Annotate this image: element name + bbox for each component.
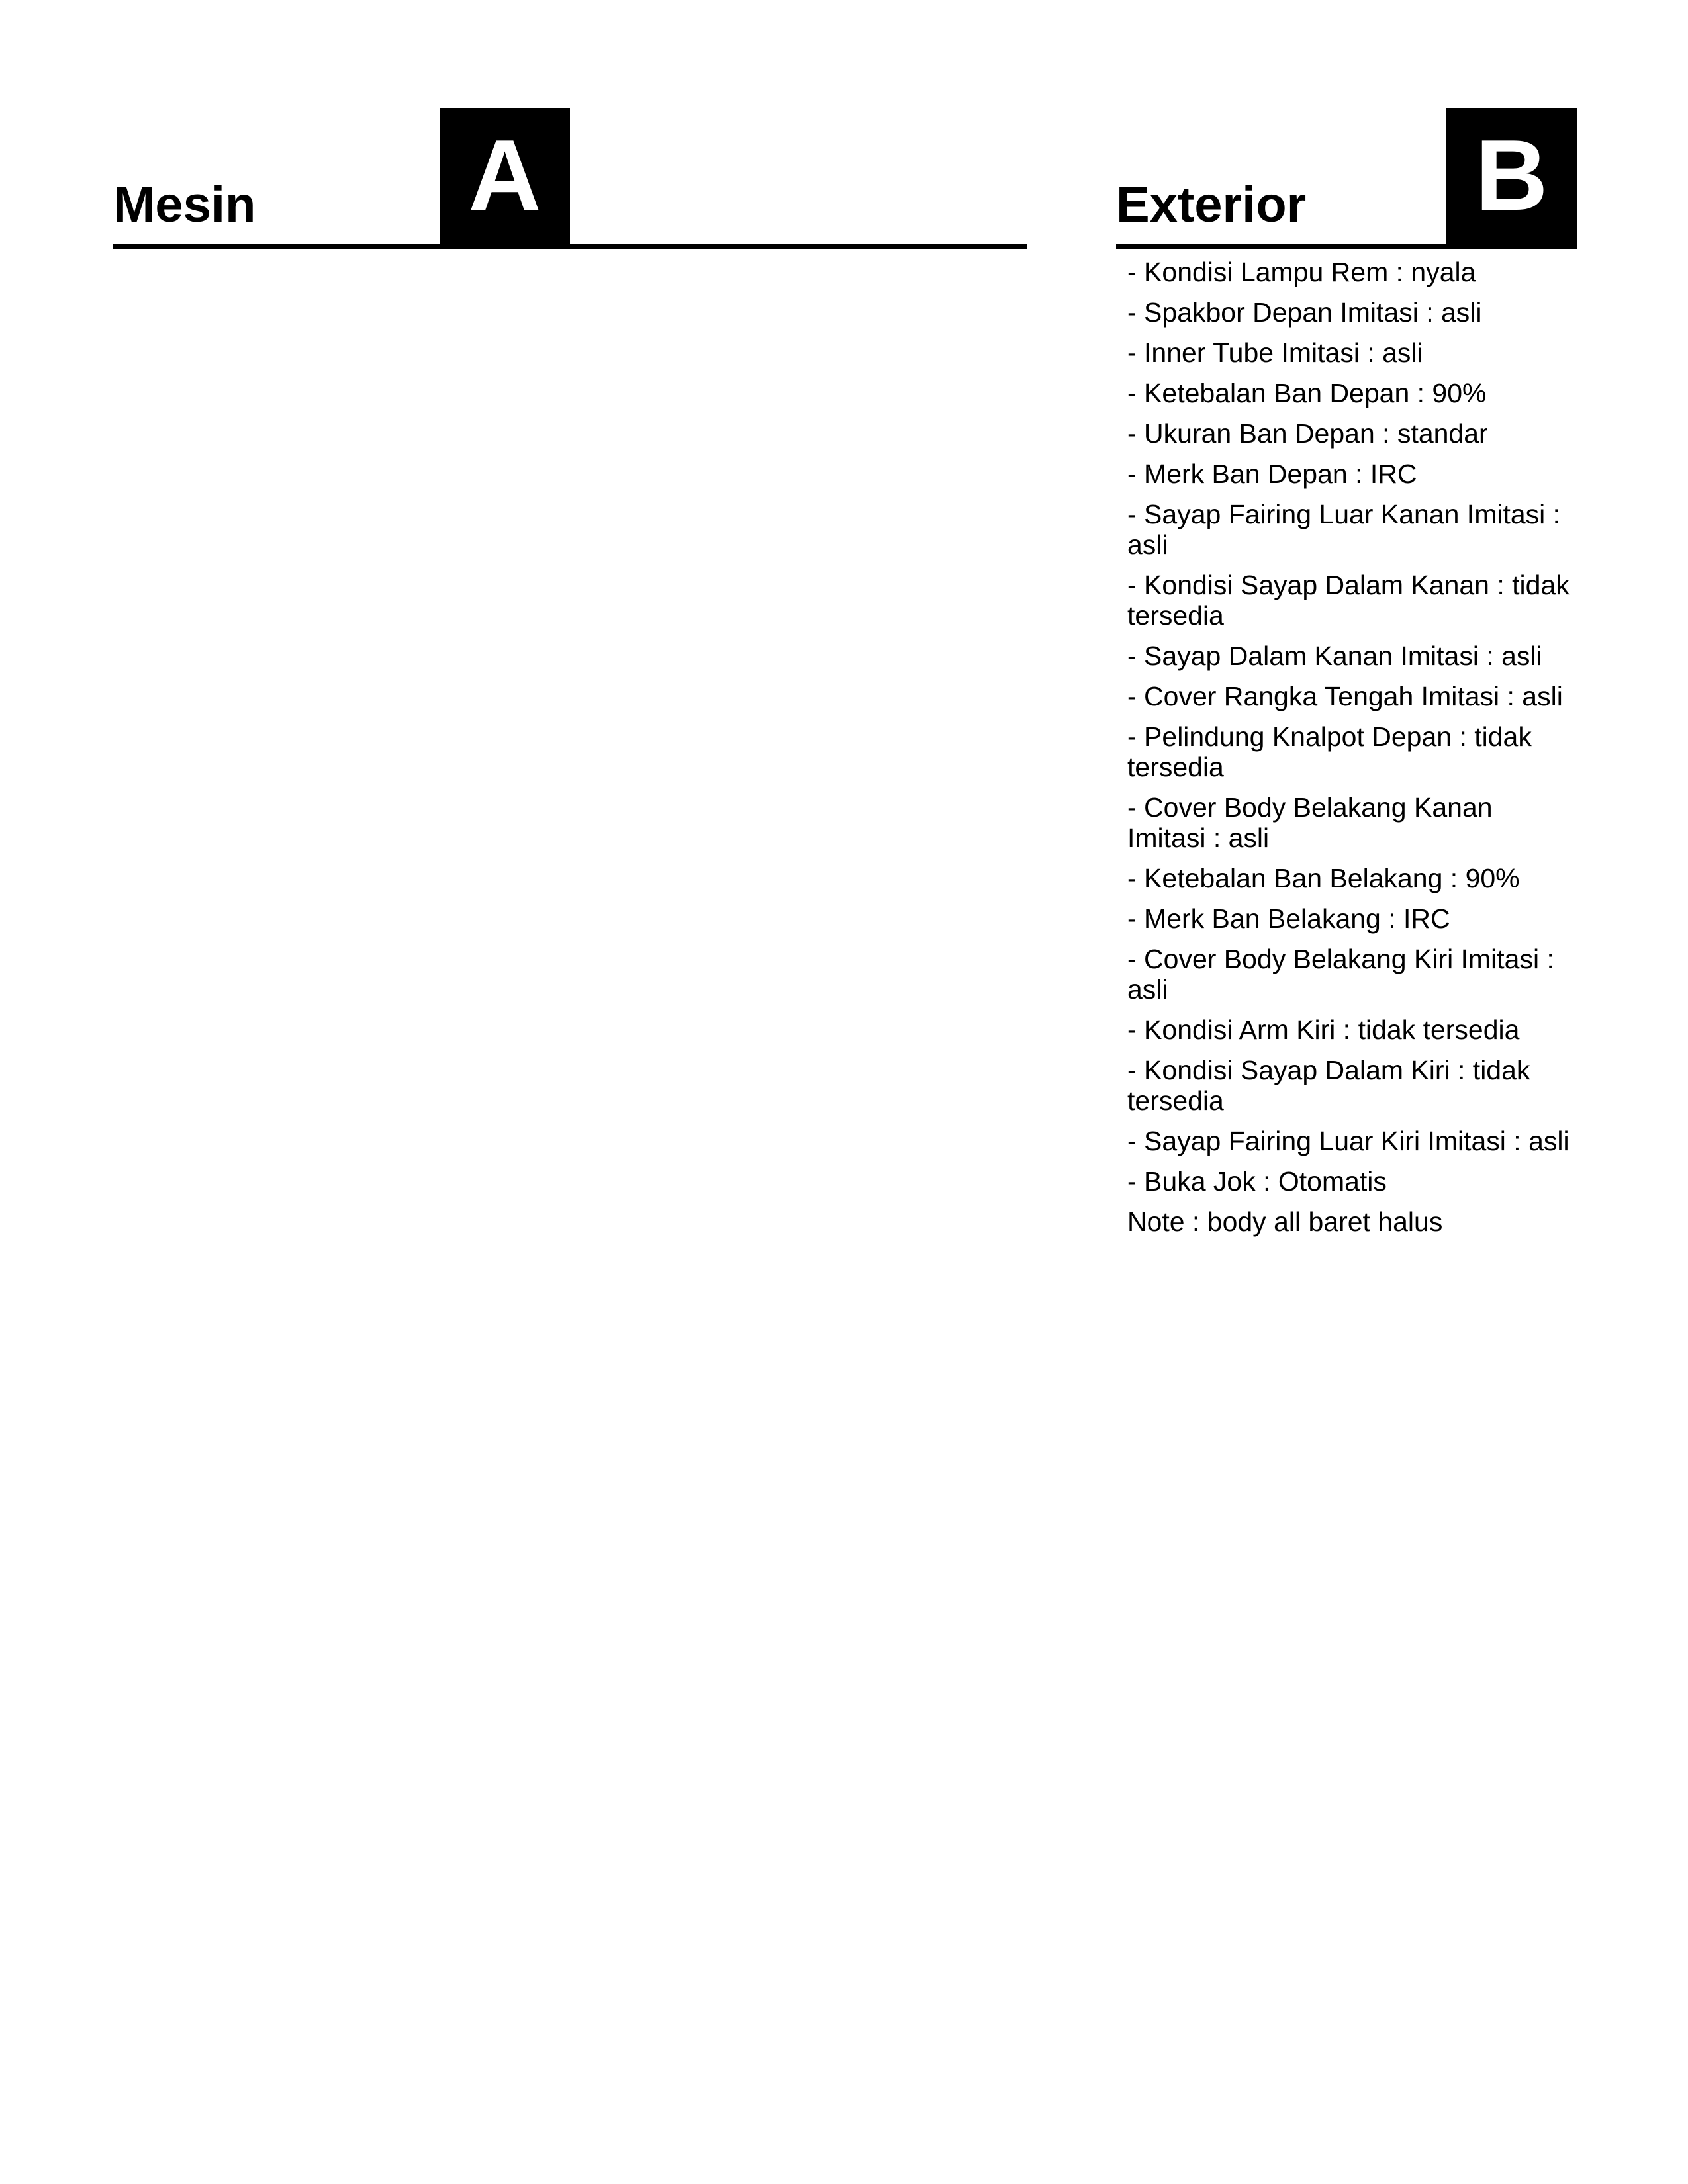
list-item: - Sayap Dalam Kanan Imitasi : asli	[1127, 641, 1542, 671]
list-item: - Spakbor Depan Imitasi : asli	[1127, 297, 1482, 328]
list-item: - Kondisi Sayap Dalam Kanan : tidak tersedia	[1127, 570, 1570, 631]
list-item: - Kondisi Lampu Rem : nyala	[1127, 257, 1476, 287]
list-item: - Merk Ban Depan : IRC	[1127, 459, 1417, 489]
list-item: - Ukuran Ban Depan : standar	[1127, 418, 1488, 449]
section-title-mesin: Mesin	[113, 177, 256, 233]
list-item: - Ketebalan Ban Depan : 90%	[1127, 378, 1487, 408]
list-item: - Kondisi Arm Kiri : tidak tersedia	[1127, 1015, 1520, 1045]
list-item: - Ketebalan Ban Belakang : 90%	[1127, 863, 1520, 893]
list-item: - Kondisi Sayap Dalam Kiri : tidak tersedia	[1127, 1055, 1530, 1116]
section-title-exterior: Exterior	[1116, 177, 1307, 233]
section-header-mesin	[113, 108, 1027, 249]
list-item: - Buka Jok : Otomatis	[1127, 1166, 1387, 1197]
section-badge-b: B	[1446, 108, 1577, 249]
list-item: - Cover Body Belakang Kiri Imitasi : asli	[1127, 944, 1554, 1005]
list-item: - Cover Rangka Tengah Imitasi : asli	[1127, 681, 1563, 711]
list-item: - Merk Ban Belakang : IRC	[1127, 903, 1450, 934]
note-text: Note : body all baret halus	[1127, 1206, 1443, 1237]
list-item: - Cover Body Belakang Kanan Imitasi : asli	[1127, 792, 1493, 853]
section-badge-a: A	[440, 108, 570, 249]
list-item: - Sayap Fairing Luar Kiri Imitasi : asli	[1127, 1126, 1570, 1156]
list-item: - Sayap Fairing Luar Kanan Imitasi : asli	[1127, 499, 1561, 560]
exterior-item-list	[1127, 257, 1577, 1247]
section-header-exterior	[1116, 108, 1577, 249]
list-item: - Inner Tube Imitasi : asli	[1127, 338, 1423, 368]
list-item: - Pelindung Knalpot Depan : tidak tersedia	[1127, 721, 1532, 782]
